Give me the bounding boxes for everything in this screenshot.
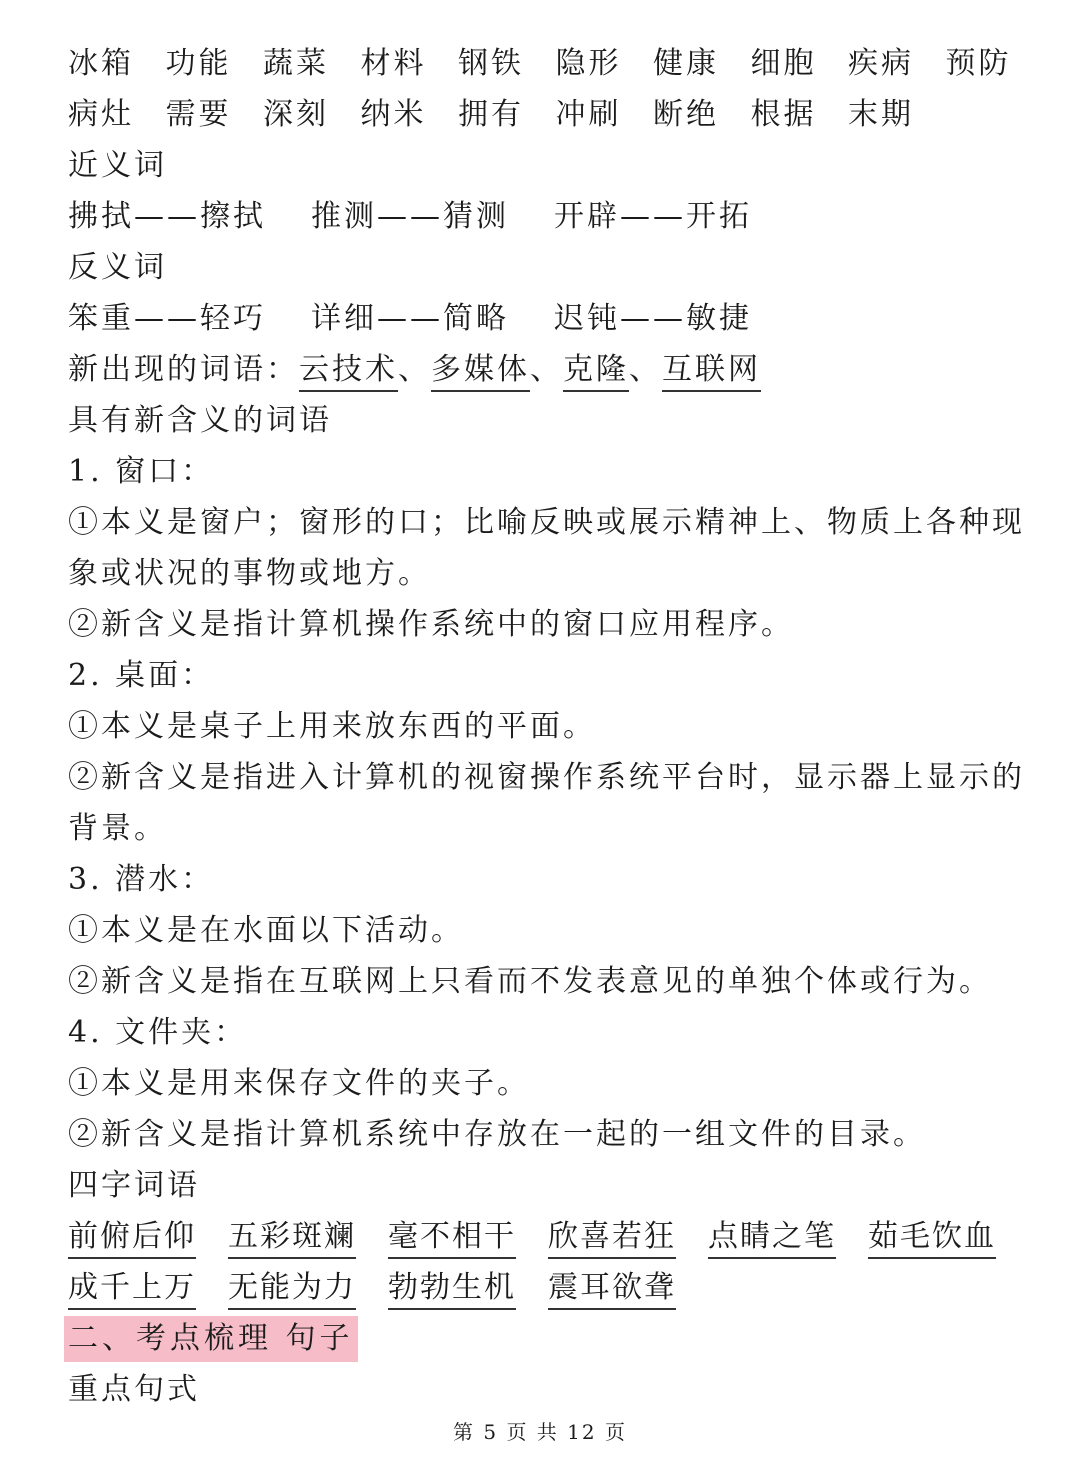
synonym-pairs xyxy=(68,191,1028,242)
antonyms-heading: 反义词 xyxy=(68,250,167,285)
separator: 、 xyxy=(530,352,563,387)
section-title-line xyxy=(68,1313,1028,1364)
entry-title: 1. 窗口： xyxy=(68,454,215,489)
vocab-word: 冰箱 xyxy=(68,46,134,81)
entry-new-meaning: ②新含义是指在互联网上只看而不发表意见的单独个体或行为。 xyxy=(68,964,992,999)
vocab-word: 末期 xyxy=(848,97,914,132)
vocab-word: 根据 xyxy=(750,97,817,132)
entry-original-meaning: ①本义是在水面以下活动。 xyxy=(68,913,464,948)
antonym-pairs xyxy=(68,293,1028,344)
document-body xyxy=(68,38,1028,1415)
vocab-word: 冲刷 xyxy=(555,97,622,132)
idiom: 五彩斑斓 xyxy=(228,1217,356,1259)
idiom: 前俯后仰 xyxy=(68,1217,196,1259)
idioms-row-2 xyxy=(68,1262,1028,1313)
idiom: 无能为力 xyxy=(228,1268,356,1310)
synonym-pair: 拂拭——擦拭 xyxy=(68,199,266,234)
vocab-row-2 xyxy=(68,89,1028,140)
entry-original-meaning: ①本义是桌子上用来放东西的平面。 xyxy=(68,709,596,744)
idiom: 欣喜若狂 xyxy=(548,1217,676,1259)
antonym-pair: 笨重——轻巧 xyxy=(68,301,266,336)
idiom: 震耳欲聋 xyxy=(548,1268,676,1310)
new-word: 互联网 xyxy=(662,350,761,392)
synonym-pair: 开辟——开拓 xyxy=(554,199,752,234)
entry-title: 2. 桌面： xyxy=(68,658,215,693)
vocab-word: 深刻 xyxy=(263,97,329,132)
vocab-word: 隐形 xyxy=(555,46,622,81)
entry-title: 3. 潜水： xyxy=(68,862,215,897)
vocab-word: 需要 xyxy=(165,97,232,132)
vocab-word: 健康 xyxy=(653,46,719,81)
idioms-row-1 xyxy=(68,1211,1028,1262)
section-title: 二、考点梳理 句子 xyxy=(64,1316,358,1362)
separator: 、 xyxy=(398,352,431,387)
key-sentence-heading: 重点句式 xyxy=(68,1372,200,1407)
vocab-word: 病灶 xyxy=(68,97,134,132)
idiom: 毫不相干 xyxy=(388,1217,516,1259)
vocab-word: 钢铁 xyxy=(458,46,524,81)
new-meaning-heading: 具有新含义的词语 xyxy=(68,403,332,438)
vocab-word: 材料 xyxy=(360,46,427,81)
entry-new-meaning: ②新含义是指计算机操作系统中的窗口应用程序。 xyxy=(68,607,794,642)
vocab-word: 疾病 xyxy=(848,46,914,81)
idioms-heading: 四字词语 xyxy=(68,1168,200,1203)
vocab-word: 拥有 xyxy=(458,97,524,132)
new-words-line xyxy=(68,344,1028,395)
new-word: 克隆 xyxy=(563,350,629,392)
entry-original-meaning: ①本义是窗户；窗形的口；比喻反映或展示精神上、物质上各种现象或状况的事物或地方。 xyxy=(68,505,1025,591)
idiom: 点睛之笔 xyxy=(708,1217,836,1259)
idiom: 勃勃生机 xyxy=(388,1268,516,1310)
entry-new-meaning: ②新含义是指进入计算机的视窗操作系统平台时，显示器上显示的背景。 xyxy=(68,760,1025,846)
antonym-pair: 迟钝——敏捷 xyxy=(554,301,752,336)
vocab-word: 蔬菜 xyxy=(263,46,329,81)
vocab-word: 纳米 xyxy=(360,97,427,132)
new-word: 云技术 xyxy=(299,350,398,392)
entry-title: 4. 文件夹： xyxy=(68,1015,248,1050)
idiom: 茹毛饮血 xyxy=(868,1217,996,1259)
vocab-word: 断绝 xyxy=(653,97,719,132)
synonym-pair: 推测——猜测 xyxy=(311,199,509,234)
page-footer: 第 5 页 共 12 页 xyxy=(453,1420,627,1444)
vocab-row-1 xyxy=(68,38,1028,89)
synonyms-heading: 近义词 xyxy=(68,148,167,183)
vocab-word: 预防 xyxy=(945,46,1012,81)
vocab-word: 细胞 xyxy=(750,46,817,81)
new-word: 多媒体 xyxy=(431,350,530,392)
antonym-pair: 详细——简略 xyxy=(311,301,509,336)
new-words-label: 新出现的词语： xyxy=(68,352,299,387)
vocab-word: 功能 xyxy=(165,46,232,81)
entry-new-meaning: ②新含义是指计算机系统中存放在一起的一组文件的目录。 xyxy=(68,1117,926,1152)
idiom: 成千上万 xyxy=(68,1268,196,1310)
entry-original-meaning: ①本义是用来保存文件的夹子。 xyxy=(68,1066,530,1101)
separator: 、 xyxy=(629,352,662,387)
